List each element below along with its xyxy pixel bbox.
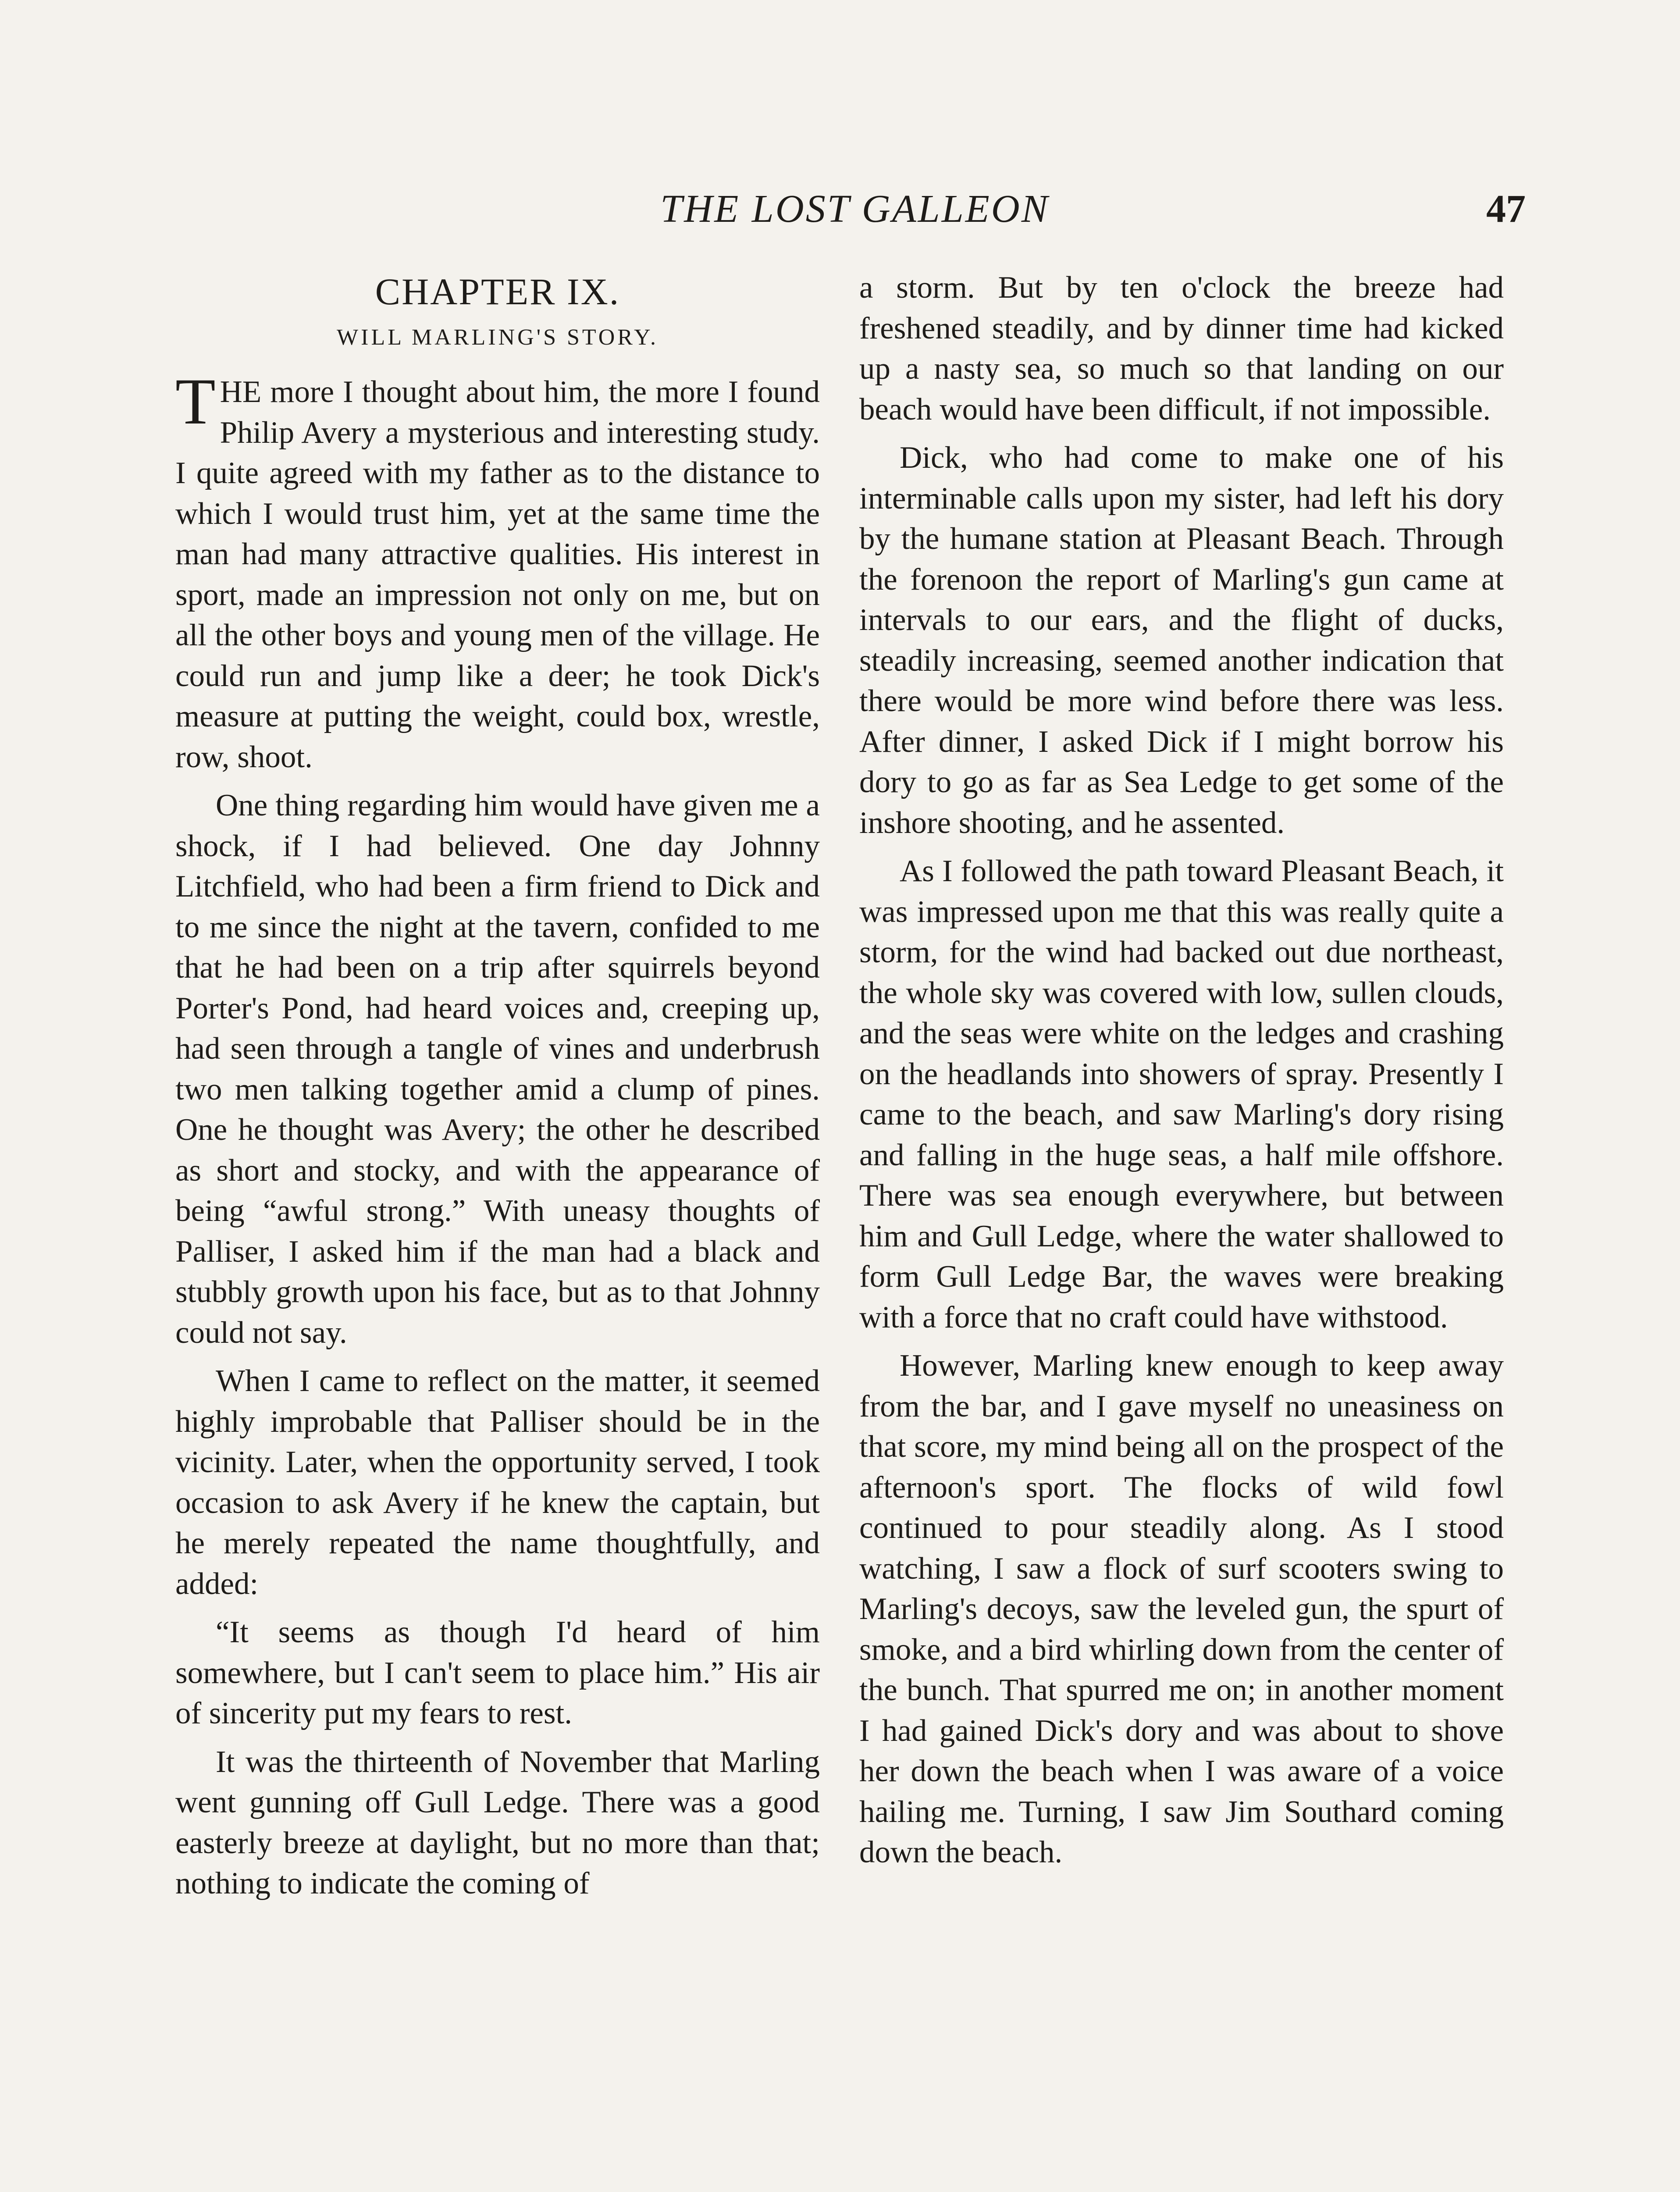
paragraph: “It seems as though I'd heard of him somewhere, but I can't seem to place him.” His air of sincerity put my fears to rest.	[175, 1615, 820, 1730]
drop-cap: T	[175, 365, 216, 438]
paragraph: Dick, who had come to make one of his interminable calls upon my sister, had left his dory by the humane station at Pleasant Beach. Through the forenoon the report of Marling's gun came at intervals to our ears, and the flight of ducks, steadily increasing, seemed another indication that there would be more wind before there was less. After dinner, I asked Dick if I might borrow his dory to go as far as Sea Ledge to get some of the inshore shooting, and he assented.	[859, 441, 1504, 840]
paragraph-text: HE more I thought about him, the more I found Philip Avery a mysterious and interesting study. I quite agreed with my father as to the distance to which I would trust him, yet at the same time the man had many attractive qualities. His interest in sport, made an impression not only on me, but on all the other boys and young men of the village. He could run and jump like a deer; he took Dick's measure at putting the weight, could box, wrestle, row, shoot.	[175, 375, 820, 774]
left-column	[175, 267, 820, 1912]
chapter-subheading: WILL MARLING'S STORY.	[337, 325, 658, 350]
right-column	[859, 267, 1504, 1881]
paragraph	[175, 365, 820, 777]
paragraph: One thing regarding him would have given me a shock, if I had believed. One day Johnny Litchfield, who had been a firm friend to Dick and to me since the night at the tavern, confided to me that he had been on a trip after squirrels beyond Porter's Pond, had heard voices and, creeping up, had seen through a tangle of vines and underbrush two men talking together amid a clump of pines. One he thought was Avery; the other he described as short and stocky, and with the appearance of being “awful strong.” With uneasy thoughts of Palliser, I asked him if the man had a black and stubbly growth upon his face, but as to that Johnny could not say.	[175, 788, 820, 1350]
paragraph: a storm. But by ten o'clock the breeze had freshened steadily, and by dinner time had kicked up a nasty sea, so much so that landing on our beach would have been difficult, if not impossible.	[859, 270, 1504, 427]
paragraph: It was the thirteenth of November that Marling went gunning off Gull Ledge. There was a good easterly breeze at daylight, but no more than that; nothing to indicate the coming of	[175, 1744, 820, 1900]
chapter-heading: CHAPTER IX.	[375, 270, 620, 313]
paragraph: When I came to reflect on the matter, it seemed highly improbable that Palliser should be in the vicinity. Later, when the opportunity served, I took occasion to ask Avery if he knew the captain, but he merely repeated the name thoughtfully, and added:	[175, 1364, 820, 1601]
paragraph: As I followed the path toward Pleasant Beach, it was impressed upon me that this was really quite a storm, for the wind had backed out due northeast, the whole sky was covered with low, sullen clouds, and the seas were white on the ledges and crashing on the headlands into showers of spray. Presently I came to the beach, and saw Marling's dory rising and falling in the huge seas, a half mile offshore. There was sea enough everywhere, but between him and Gull Ledge, where the water shallowed to form Gull Ledge Bar, the waves were breaking with a force that no craft could have withstood.	[859, 854, 1504, 1334]
paragraph: However, Marling knew enough to keep away from the bar, and I gave myself no uneasiness on that score, my mind being all on the prospect of the afternoon's sport. The flocks of wild fowl continued to pour steadily along. As I stood watching, I saw a flock of surf scooters swing to Marling's decoys, saw the leveled gun, the spurt of smoke, and a bird whirling down from the center of the bunch. That spurred me on; in another moment I had gained Dick's dory and was about to shove her down the beach when I was aware of a voice hailing me. Turning, I saw Jim Southard coming down the beach.	[859, 1349, 1504, 1869]
page-number: 47	[1486, 187, 1526, 231]
running-head-title: THE LOST GALLEON	[660, 187, 1050, 231]
